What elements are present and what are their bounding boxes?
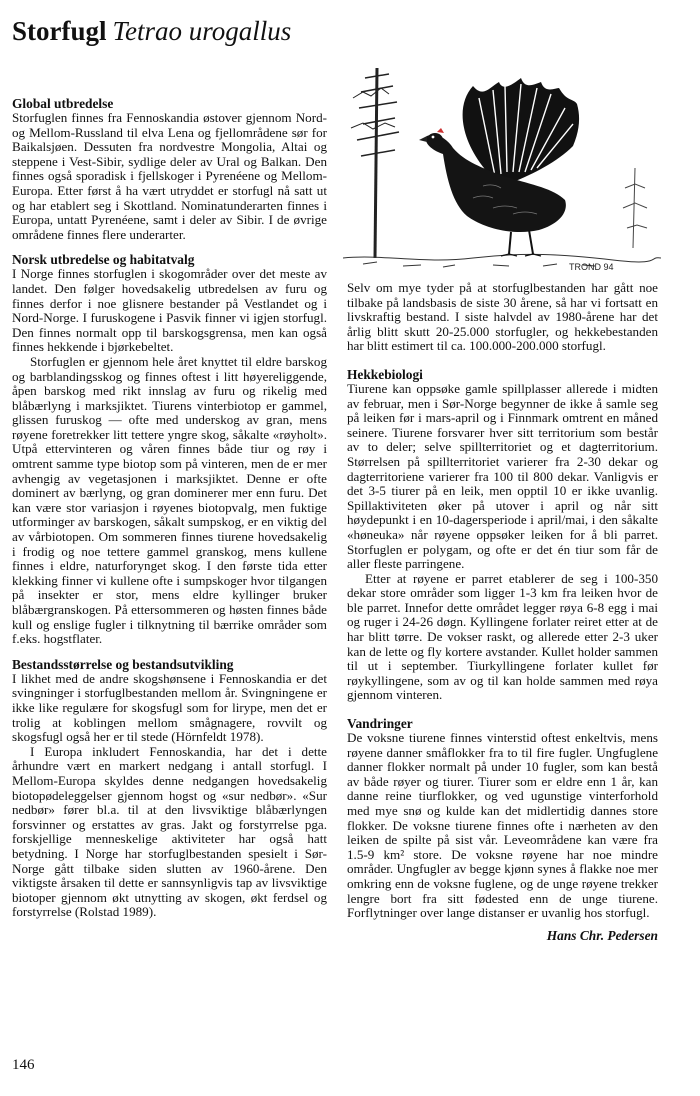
section-global-distribution <box>12 96 327 242</box>
page-title <box>12 14 291 48</box>
paragraph: Storfuglen finnes fra Fennoskandia østover gjennom Nord- og Mellom-Russland til elva Lena og fjellområdene sør for Baikalsjøen. Dessuten fra nordvestre Mongolia, Altai og steppene i Vest-Sibir, sydlige deler av Ural og Balkan. Den finnes også sporadisk i fjellskoger i Pyrenéene og Mellom-Europa. Etter først å ha vært utryddet er storfugl nå satt ut og har etablert seg i Skottland. Nominatunderarten finnes i Europa, untatt Pyrenéene, samt i deler av Sibir. I de øvrige områdene finnes flere underarter. <box>12 110 327 242</box>
right-column <box>347 281 658 956</box>
paragraph-continued: Selv om mye tyder på at storfuglbestanden har gått noe tilbake på landsbasis de siste 30 årene, så har vi fortsatt en livskraftig bestand. I siste halvdel av 1980-årene har det årlig blitt skutt 20-25.000 storfugler, og hekkebestanden har blitt estimert til ca. 100.000-200.000 storfugl. <box>347 280 658 354</box>
section-heading: Vandringer <box>347 716 413 732</box>
paragraph: Etter at røyene er parret etablerer de seg i 100-350 dekar store områder som ligger 1-3 km fra leiken hvor de ble parret. Innefor dette området legger røya 6-8 egg i mai og ruger i 24-26 døgn. Kyllingene forlater reiret etter at de har blitt tørre. De vokser raskt, og allerede etter 2-3 uker kan de lette og fly kortere avstander. Kullet holder sammen til ut i september. Tiurkyllingene forlater kullet før røykyllingene, som av og til kan holde sammen med røya gjennom vinteren. <box>347 570 658 703</box>
artist-signature: TROND 94 <box>569 262 614 272</box>
section-population-continued <box>347 281 658 354</box>
section-breeding-biology <box>347 367 658 703</box>
paragraph: De voksne tiurene finnes vinterstid oftest enkeltvis, mens røyene danner småflokker fra to til fire fugler. Ungfuglene danner flokker normalt på under 10 fugler, som kan bestå av både røyer og tiurer. Tiurer som er eldre enn 1 år, kan danne reine tiurflokker, og ved ugunstige vinterforhold med mye snø og kulde kan det midlertidig dannes store flokker. De voksne tiurene finnes ofte i nærheten av den leiken de spilte på sist vår. Leveområdene kan være fra 1.5-9 km² store. De voksne røyene har noe mindre områder. Ungfugler av begge kjønn synes å flakke noe mer omkring enn de voksne fuglene, og de unge røyene trekker lengre bort fra sitt fødested enn de unge tiurene. Forflytninger over lange distanser er uvanlig hos storfugl. <box>347 730 658 921</box>
paragraph: Storfuglen er gjennom hele året knyttet til eldre barskog og barblandingsskog og finnes oftest i litt høyereliggende, åpen barskog med rikt innslag av furu og rikelig med blåbærlyng i marksjiktet. Tiurens vinterbiotop er gammel, glissen furuskog — ofte med underskog av gran, mens røyene foretrekker litt tettere yngre skog, såkalte «røyholt». Utpå ettervinteren og våren finnes både tiur og røy i omtrent samme type biotop som på vinteren, men de er mer avhengig av vegetasjonen i marksjiktet. Denne er ofte dominert av bærlyng, og gran dominerer mer enn furu. Det kan være stor variasjon i røyenes biotopvalg, men fuktige utforminger av barskogen, såkalt sumpskog, er en viktig del av vårbiotopen. Om sommeren finnes tiurene hovedsakelig i frodig og noe tettere gammel granskog, mens kullene finnes i eldre, naturforynget skog. I den første tida etter klekking finner vi kullene ofte i sumpskoger hvor tilgangen på insekter er stor, mens eldre kyllinger bruker blåbærgranskogen. På ettersommeren og høsten finnes både kull og enslige fugler i tilknytning til bærrike områder som f.eks. hogstflater. <box>12 353 327 647</box>
section-heading: Hekkebiologi <box>347 366 423 382</box>
capercaillie-illustration <box>343 58 661 274</box>
left-column <box>12 96 327 930</box>
section-heading: Bestandsstørrelse og bestandsutvikling <box>12 656 234 672</box>
paragraph <box>12 745 327 920</box>
author-signature: Hans Chr. Pedersen <box>546 927 658 943</box>
section-heading: Norsk utbredelse og habitatvalg <box>12 252 195 268</box>
section-population <box>12 657 327 920</box>
section-heading: Global utbredelse <box>12 96 114 111</box>
paragraph-part-a: I Europa inkludert Fennoskandia, har det i dette århundre vært en markert nedgang i antall storfugl. I Mellom-Europa skyldes denne nedgangen hovedsakelig biotopødeleggelser gjennom hogst og «sur nedbør». «Sur nedbør» fører bl.a. til at den livsviktige blåbærlyngen forsvinner og erstattes av gras. Jakt og forstyrrelse pga. forskjellige menneskelige aktiviteter har også hatt betydning. I Norge har storfuglbestanden spesielt i Sør-Norge gått tilbake siden slutten av 1960-årene. Den viktigste årsaken til dette er sannsynligvis tap av livsviktige biotoper gjennom økt utnytting av skogen, økt ferdsel og forstyrrelse (Rolstad 1989). <box>12 743 327 920</box>
paragraph: Tiurene kan oppsøke gamle spillplasser allerede i midten av februar, men i Sør-Norge begynner de ikke å samle seg på leiken før i mars-april og i Finnmark omtrent en måned seinere. Tiurene forsvarer hver sitt territorium som består av to deler; selve spillterritoriet og et dagterritorium. Størrelsen på spillterritoriet varierer fra 2-30 dekar og dagterritoriene varierer fra 100 til 800 dekar. Vanligvis er det 3-5 tiurer på en leik, men opptil 10 er ikke uvanlig. Spillaktiviteten øker på utover i april og når sitt høydepunkt i en 10-dagersperiode i april/mai, i den såkalte «høneuka» når røyene oppsøker leiken for å bli parret. Storfuglen er polygam, og ofte er det én tiur som får de aller fleste parringene. <box>347 380 658 572</box>
page-number: 146 <box>12 1057 35 1073</box>
section-movements <box>347 716 658 943</box>
paragraph: I Norge finnes storfuglen i skogområder over det meste av landet. Den følger hovedsakelig utbredelsen av furu og finnes derfor i noe glisnere bestander på Vestlandet og i Nord-Norge. I furuskogene i Pasvik finner vi igjen storfugl. Den finnes normalt opp til barskogsgrensa, men kan også finnes hekkende i bjørkebeltet. <box>12 266 327 355</box>
species-common-name: Storfugl <box>12 16 107 46</box>
species-latin-name: Tetrao urogallus <box>112 16 292 46</box>
paragraph: I likhet med de andre skogshønsene i Fennoskandia er det svingninger i storfuglbestanden mellom år. Svingningene er ikke like regulære for skogsfugl som for lirype, men det er trolig at koblingen mellom smågnagere, rovvilt og skogsfugl også her er til stede (Hörnfeldt 1978). <box>12 670 327 745</box>
section-norwegian-distribution <box>12 252 327 646</box>
